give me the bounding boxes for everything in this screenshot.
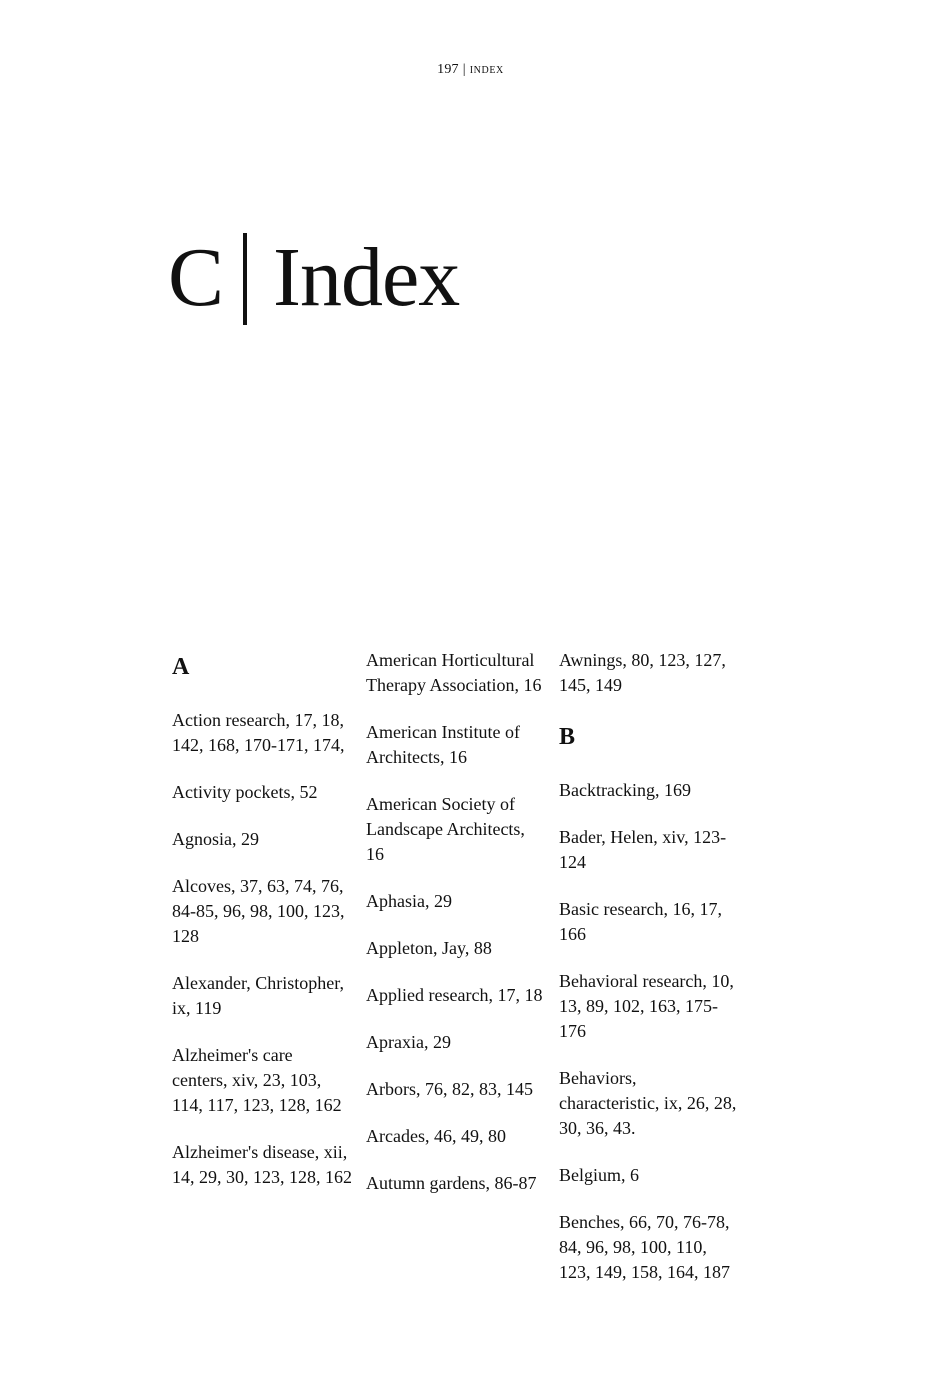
index-entry: Activity pockets, 52 bbox=[172, 782, 318, 802]
index-entry: Arcades, 46, 49, 80 bbox=[366, 1126, 506, 1146]
index-entry: Awnings, 80, 123, 127, 145, 149 bbox=[559, 650, 726, 695]
index-entry: Alexander, Christopher, ix, 119 bbox=[172, 973, 345, 1018]
index-entry: Backtracking, 169 bbox=[559, 780, 691, 800]
index-entry: American Society of Landscape Architects, 16 bbox=[366, 794, 525, 864]
index-entry: Autumn gardens, 86-87 bbox=[366, 1173, 537, 1193]
title-divider-bar bbox=[243, 233, 247, 325]
index-entry: Alzheimer's disease, xii, 14, 29, 30, 123, 128, 162 bbox=[172, 1142, 352, 1187]
index-entry: American Horticultural Therapy Association, 16 bbox=[366, 650, 542, 695]
index-entry: Behavioral research, 10, 13, 89, 102, 163, 175-176 bbox=[559, 971, 734, 1041]
index-entry: Aphasia, 29 bbox=[366, 891, 452, 911]
chapter-title bbox=[168, 228, 459, 328]
index-column-3 bbox=[559, 648, 739, 1307]
page-number: 197 bbox=[437, 62, 459, 77]
chapter-title-text: Index bbox=[273, 231, 460, 324]
index-entry: Appleton, Jay, 88 bbox=[366, 938, 492, 958]
running-head-label: INDEX bbox=[469, 65, 504, 76]
index-entry: Alcoves, 37, 63, 74, 76, 84-85, 96, 98, 100, 123, 128 bbox=[172, 876, 345, 946]
index-column-2 bbox=[366, 648, 546, 1218]
index-entry: Belgium, 6 bbox=[559, 1165, 639, 1185]
index-entry: Alzheimer's care centers, xiv, 23, 103, 114, 117, 123, 128, 162 bbox=[172, 1045, 342, 1115]
running-head bbox=[0, 62, 941, 78]
index-entry: Applied research, 17, 18 bbox=[366, 985, 543, 1005]
section-letter-b: B bbox=[559, 724, 576, 750]
index-entry: Basic research, 16, 17, 166 bbox=[559, 899, 722, 944]
index-entry: Behaviors, characteristic, ix, 26, 28, 30, 36, 43. bbox=[559, 1068, 737, 1138]
index-entry: American Institute of Architects, 16 bbox=[366, 722, 520, 767]
index-entry: Benches, 66, 70, 76-78, 84, 96, 98, 100, 110, 123, 149, 158, 164, 187 bbox=[559, 1212, 730, 1282]
index-entry: Apraxia, 29 bbox=[366, 1032, 451, 1052]
index-entry: Bader, Helen, xiv, 123-124 bbox=[559, 827, 727, 872]
running-head-separator: | bbox=[462, 62, 466, 77]
chapter-letter: C bbox=[168, 231, 224, 324]
index-column-1 bbox=[172, 648, 352, 1212]
index-entry: Action research, 17, 18, 142, 168, 170-171, 174, bbox=[172, 710, 345, 755]
section-letter-a: A bbox=[172, 654, 190, 680]
index-entry: Agnosia, 29 bbox=[172, 829, 259, 849]
index-entry: Arbors, 76, 82, 83, 145 bbox=[366, 1079, 533, 1099]
